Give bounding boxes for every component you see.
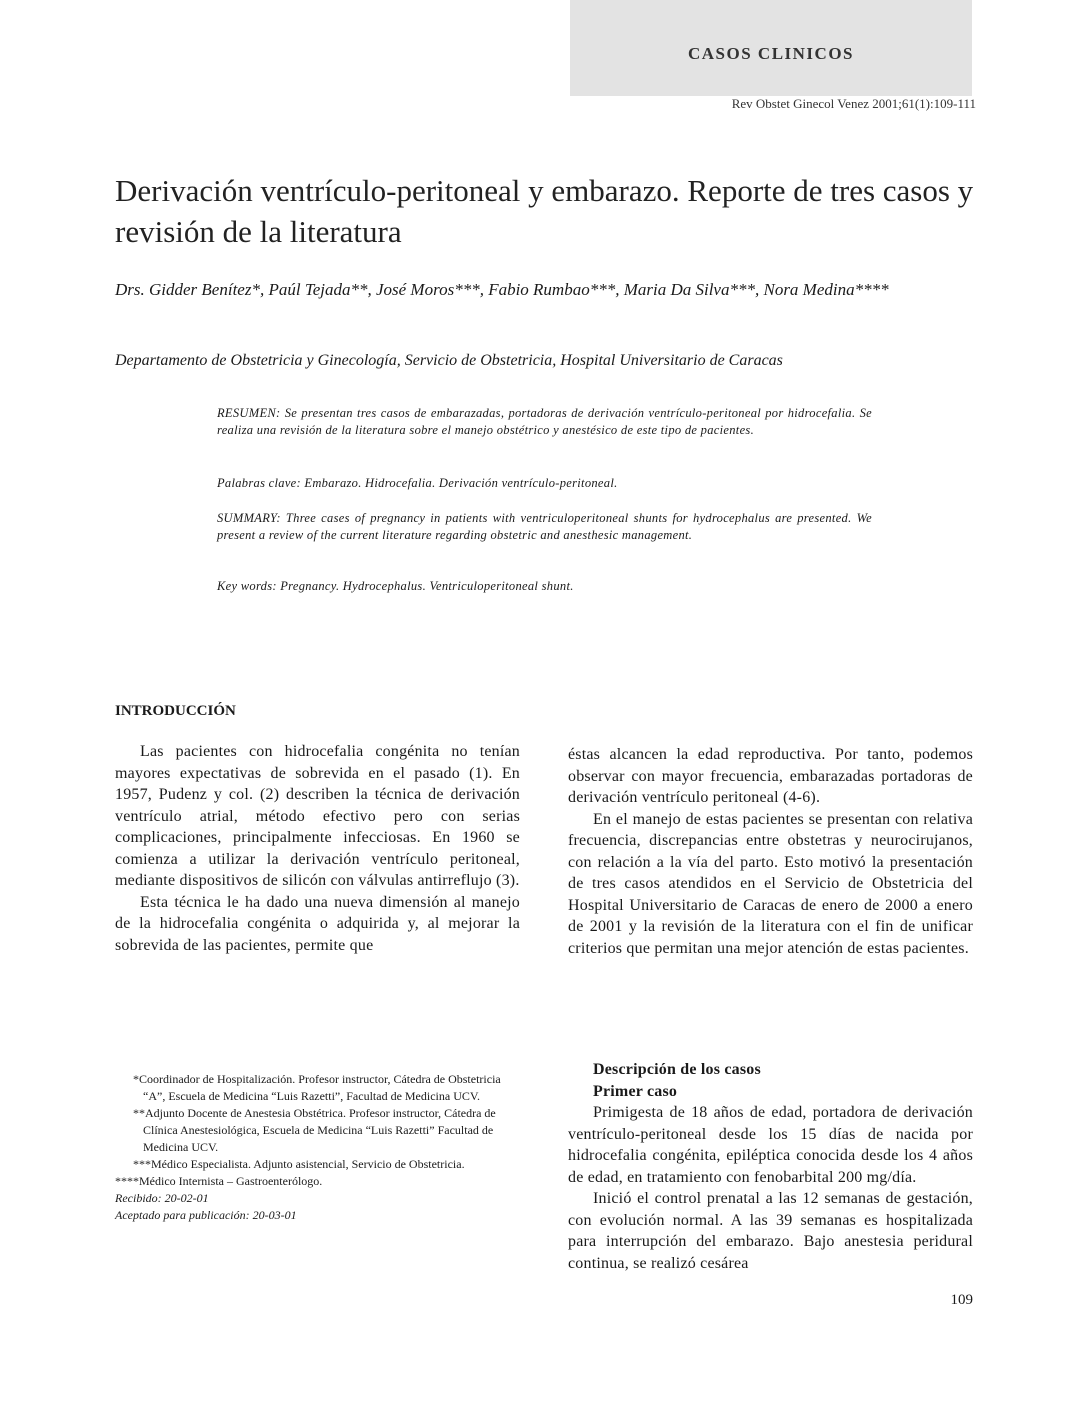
page-number: 109 xyxy=(950,1292,973,1308)
intro-paragraph-4: En el manejo de estas pacientes se presentan con relativa frecuencia, discrepancias entre obstetras y neurocirujanos, con relación a la vía del parto. Esto motivó la presentación de tres casos atendidos en el Servicio de Obstetricia del Hospital Universitario de Caracas de enero de 2000 a enero de 2001 y la revisión de la literatura con el fin de unificar criterios que permitan una mejor atención de estas pacientes. xyxy=(568,810,973,957)
left-column xyxy=(115,741,520,956)
palabras-clave: Palabras clave: Embarazo. Hidrocefalia. Derivación ventrículo-peritoneal. xyxy=(217,476,618,490)
introduction-heading: INTRODUCCIÓN xyxy=(115,703,236,719)
summary: SUMMARY: Three cases of pregnancy in patients with ventriculoperitoneal shunts for hydrocephalus are presented. We present a review of the current literature regarding obstetric and anesthesic management. xyxy=(217,511,872,542)
footnote-4: ****Médico Internista – Gastroenterólogo. xyxy=(115,1174,323,1188)
cases-heading: Descripción de los casos xyxy=(593,1061,761,1078)
case-paragraph-1: Primigesta de 18 años de edad, portadora de derivación ventrículo-peritoneal desde los 15 días de nacida por hidrocefalia congénita, epiléptica conocida desde los 4 años de edad, en tratamiento con fenobarbital 200 mg/día. xyxy=(568,1104,973,1186)
intro-paragraph-3: éstas alcancen la edad reproductiva. Por tanto, podemos observar con mayor frecuencia, embarazadas portadoras de derivación ventrículo peritoneal (4-6). xyxy=(568,746,973,806)
case-paragraph-2: Inició el control prenatal a las 12 semanas de gestación, con evolución normal. A las 39 semanas es hospitalizada para interrupción del embarazo. Bajo anestesia peridural continua, se realizó cesárea xyxy=(568,1190,973,1272)
article-title: Derivación ventrículo-peritoneal y embarazo. Reporte de tres casos y revisión de la literatura xyxy=(115,173,974,249)
section-banner xyxy=(570,0,972,96)
right-column xyxy=(568,744,973,959)
journal-citation: Rev Obstet Ginecol Venez 2001;61(1):109-111 xyxy=(731,96,976,111)
footnote-1: *Coordinador de Hospitalización. Profesor instructor, Cátedra de Obstetricia “A”, Escuela de Medicina “Luis Razetti”, Facultad de Medicina UCV. xyxy=(133,1072,501,1103)
intro-paragraph-2: Esta técnica le ha dado una nueva dimensión al manejo de la hidrocefalia congénita o adquirida y, al mejorar la sobrevida de las pacientes, permite que xyxy=(115,893,520,954)
cases-section xyxy=(568,1059,973,1274)
footnote-2: **Adjunto Docente de Anestesia Obstétrica. Profesor instructor, Cátedra de Clínica Anestesiológica, Escuela de Medicina “Luis Razetti” Facultad de Medicina UCV. xyxy=(133,1106,496,1154)
key-words: Key words: Pregnancy. Hydrocephalus. Ventriculoperitoneal shunt. xyxy=(217,579,574,593)
received-date: Recibido: 20-02-01 xyxy=(115,1191,209,1205)
first-case-heading: Primer caso xyxy=(593,1082,678,1100)
affiliation: Departamento de Obstetricia y Ginecología, Servicio de Obstetricia, Hospital Universitario de Caracas xyxy=(115,352,783,369)
footnote-3: ***Médico Especialista. Adjunto asistencial, Servicio de Obstetricia. xyxy=(133,1157,465,1171)
accepted-date: Aceptado para publicación: 20-03-01 xyxy=(115,1208,297,1222)
intro-paragraph-1: Las pacientes con hidrocefalia congénita no tenían mayores expectativas de sobrevida en el pasado (1). En 1957, Pudenz y col. (2) describen la técnica de derivación ventrículo atrial, método efectivo pero con serias complicaciones, principalmente infecciosas. En 1960 se comienza a utilizar la derivación ventrículo peritoneal, mediante dispositivos de silicón con válvulas antirreflujo (3). xyxy=(115,743,520,889)
resumen: RESUMEN: Se presentan tres casos de embarazadas, portadoras de derivación ventrículo-peritoneal por hidrocefalia. Se realiza una revisión de la literatura sobre el manejo obstétrico y anestésico de este tipo de pacientes. xyxy=(217,406,872,437)
footnotes xyxy=(115,1071,525,1224)
section-label: CASOS CLINICOS xyxy=(687,44,854,63)
author-list: Drs. Gidder Benítez*, Paúl Tejada**, José Moros***, Fabio Rumbao***, Maria Da Silva***, Nora Medina**** xyxy=(115,280,889,299)
